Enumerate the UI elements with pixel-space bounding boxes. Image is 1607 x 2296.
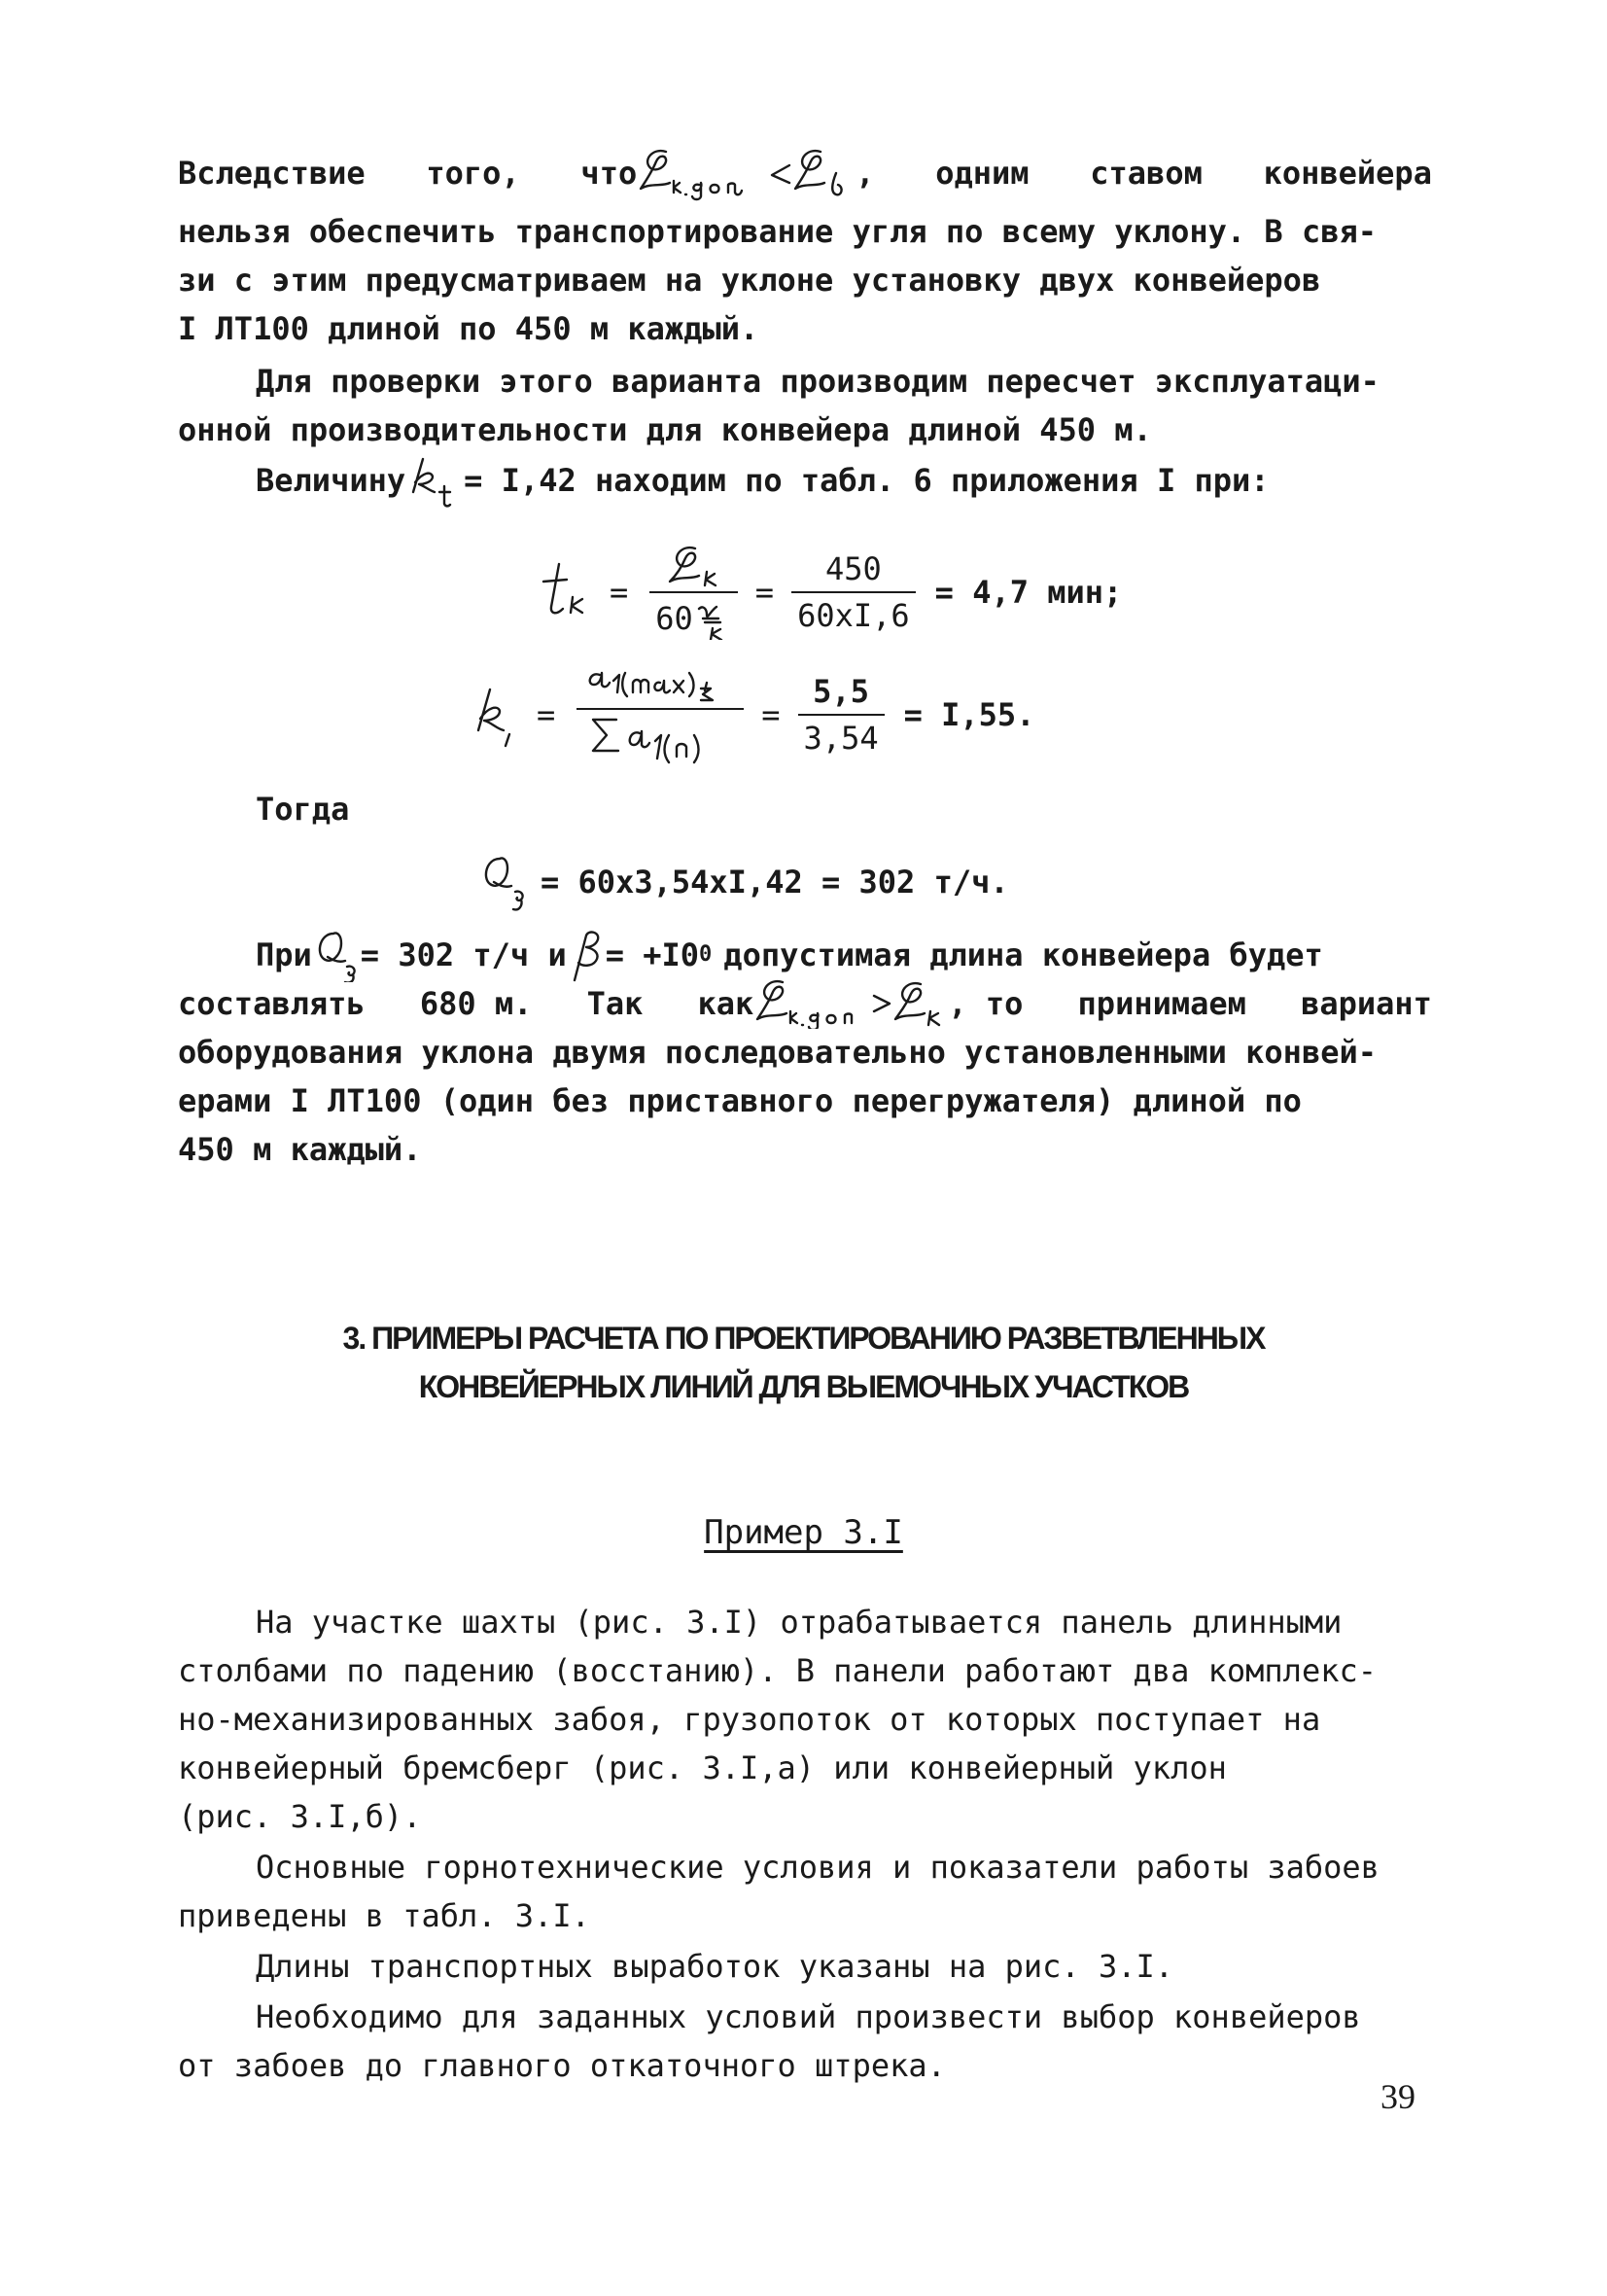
p8-line-2: от забоев до главного откаточного штрека.: [178, 2047, 946, 2084]
p6-line-2: приведены в табл. 3.I.: [178, 1897, 590, 1934]
formula-t-k: [540, 545, 1122, 640]
handwritten-v-k-symbol: [693, 597, 732, 640]
word: ставом: [1090, 155, 1203, 192]
word: Так: [586, 985, 644, 1022]
word: как: [697, 985, 754, 1022]
handwritten-L-k-symbol: [660, 545, 728, 587]
fraction-L-k-over-60-v: [649, 545, 738, 640]
p2-line-1: Для проверки этого варианта производим пересчет эксплуатаци-: [256, 363, 1380, 400]
formula-Q-e: [476, 851, 1009, 913]
result-t-k: = 4,7 мин;: [934, 574, 1123, 611]
word: того,: [426, 155, 520, 192]
word: составлять: [178, 985, 366, 1022]
fraction-a-max-over-sum-a: [576, 661, 744, 768]
handwritten-a-1-max-sigma-symbol: [582, 661, 738, 704]
handwritten-L-k-dop-symbol: [637, 144, 768, 202]
text: = 302 т/ч и: [360, 936, 567, 973]
numerator-450: 450: [824, 550, 882, 587]
word: одним: [935, 155, 1030, 192]
p7-line-1: Длины транспортных выработок указаны на рис. 3.I.: [256, 1948, 1174, 1985]
fraction-5-5-over-3-54: [798, 673, 885, 757]
p1-line-4: I ЛТ100 длиной по 450 м каждый.: [178, 310, 759, 347]
denominator-60x1-6: 60хI,6: [797, 597, 910, 634]
p4-line-1: [256, 936, 1432, 974]
p4-line-5: 450 м каждый.: [178, 1131, 422, 1168]
handwritten-Q-e-symbol: [476, 851, 535, 913]
p5-line-1: На участке шахты (рис. 3.I) отрабатывается панель длинными: [256, 1604, 1343, 1641]
word: 680 м.: [419, 985, 533, 1022]
word: При: [256, 936, 312, 973]
p3-line-1: [256, 461, 1432, 500]
handwritten-less-than-L-b-symbol: [768, 144, 856, 202]
denominator-3-54: 3,54: [803, 720, 879, 757]
handwritten-sum-a-1-n-symbol: [587, 714, 733, 768]
handwritten-beta-symbol: [567, 928, 606, 982]
p5-line-5: (рис. 3.I,б).: [178, 1798, 422, 1835]
word: Вследствие: [178, 155, 366, 192]
equals-sign: =: [610, 574, 629, 611]
handwritten-L-k-dop-symbol: [753, 978, 870, 1029]
word: Величину: [256, 462, 406, 499]
handwritten-k-1-symbol: [467, 676, 525, 754]
section-heading-line-2: КОНВЕЙЕРНЫХ ЛИНИЙ ДЛЯ ВЫЕМОЧНЫХ УЧАСТКОВ: [418, 1369, 1189, 1404]
equals-sign: =: [537, 696, 556, 733]
equals-sign: =: [761, 696, 781, 733]
word: принимаем: [1077, 985, 1246, 1022]
p1-line-3: зи с этим предусматриваем на уклоне установку двух конвейеров: [178, 262, 1321, 299]
handwritten-t-k-symbol: [540, 558, 598, 626]
p2-line-2: онной производительности для конвейера длиной 450 м.: [178, 411, 1152, 448]
p5-line-4: конвейерный бремсберг (рис. 3.I,а) или конвейерный уклон: [178, 1749, 1227, 1786]
fraction-450-over-60x1-6: [791, 550, 916, 634]
p5-line-2: столбами по падению (восстанию). В панели работают два комплекс-: [178, 1652, 1377, 1689]
section-heading-line-1: 3. ПРИМЕРЫ РАСЧЕТА ПО ПРОЕКТИРОВАНИЮ РАЗВЕТВЛЕННЫХ: [342, 1321, 1265, 1356]
p4-line-2: [178, 984, 1432, 1023]
p4-line-4: ерами I ЛТ100 (один без приставного перегружателя) длиной по: [178, 1082, 1302, 1119]
togda: Тогда: [256, 791, 350, 828]
handwritten-Q-e-symbol: [312, 928, 361, 982]
word: вариант: [1301, 985, 1432, 1022]
expression-Q-e: = 60х3,54хI,42 = 302 т/ч.: [541, 864, 1009, 901]
word: что: [580, 155, 638, 192]
p5-line-3: но-механизированных забоя, грузопоток от которых поступает на: [178, 1701, 1321, 1738]
word: , то: [948, 985, 1024, 1022]
example-heading: [0, 1511, 1607, 1554]
word: конвейера: [1263, 155, 1432, 192]
numerator-5-5: 5,5: [813, 673, 869, 710]
comma: ,: [856, 155, 875, 192]
p1-line-1: [178, 154, 1432, 193]
p1-line-2: нельзя обеспечить транспортирование угля по всему уклону. В свя-: [178, 213, 1377, 250]
denominator-60: 60: [655, 600, 693, 637]
example-heading-text: Пример 3.I: [704, 1513, 903, 1552]
degree-sign: 0: [699, 942, 713, 967]
handwritten-k-t-symbol: [405, 453, 464, 508]
text: = +I0: [605, 936, 700, 973]
p8-line-1: Необходимо для заданных условий произвести выбор конвейеров: [256, 1998, 1361, 2035]
p4-line-3: оборудования уклона двумя последовательно установленными конвей-: [178, 1034, 1377, 1071]
text: = I,42 находим по табл. 6 приложения I при:: [464, 462, 1270, 499]
text: допустимая длина конвейера будет: [723, 936, 1323, 973]
p6-line-1: Основные горнотехнические условия и показатели работы забоев: [256, 1849, 1380, 1886]
formula-k-1: [467, 661, 1034, 768]
result-k-1: = I,55.: [903, 696, 1035, 733]
equals-sign: =: [754, 574, 775, 611]
handwritten-greater-than-L-k-symbol: [870, 978, 948, 1029]
page-number: 39: [1380, 2077, 1415, 2116]
